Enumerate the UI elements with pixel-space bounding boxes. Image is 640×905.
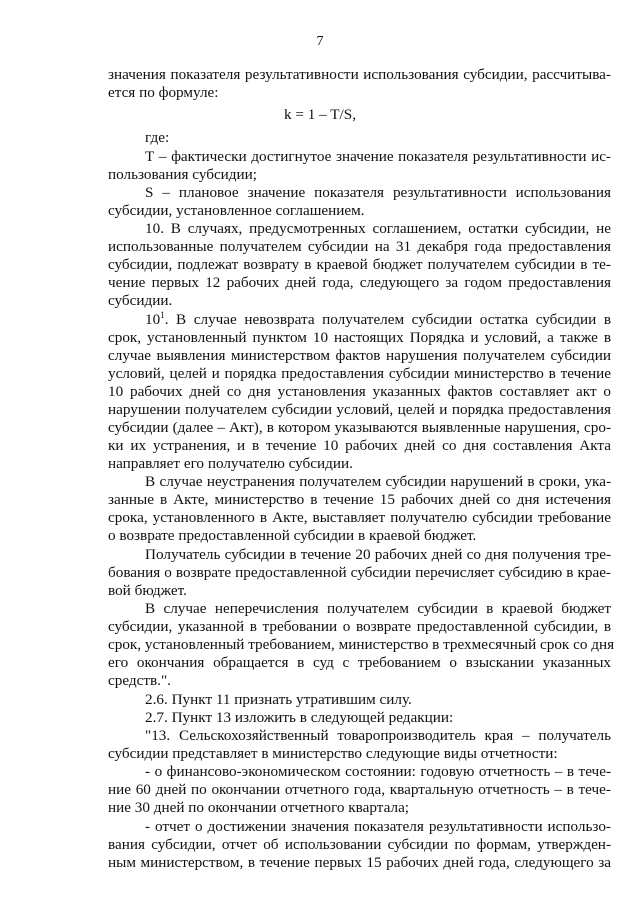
text-line: - о финансово-экономическом состоянии: годовую отчетность – в тече- xyxy=(145,763,611,780)
text-line: срок, установленный пунктом 10 настоящих Порядка и условий, а также в xyxy=(108,329,611,346)
text-line: нарушении получателем субсидии условий, целей и порядка предоставления xyxy=(108,401,611,418)
text-line: средств.". xyxy=(108,672,171,689)
text-line: 2.7. Пункт 13 изложить в следующей редакции: xyxy=(145,709,454,726)
text-line: 10 рабочих дней со дня установления указанных фактов составляет акт о xyxy=(108,383,611,400)
text-line: занные в Акте, министерство в течение 15 рабочих дней со дня истечения xyxy=(108,491,611,508)
text-line: ние 60 дней по окончании отчетного года, квартальную отчетность – в тече- xyxy=(108,781,611,798)
text-line: условий, целей и порядка предоставления субсидии министерство в течение xyxy=(108,365,611,382)
text-line: S – плановое значение показателя результативности использования xyxy=(145,184,611,201)
text-line: ние 30 дней по окончании отчетного квартала; xyxy=(108,799,410,816)
text-line: чение первых 12 рабочих дней года, следующего за годом предоставления xyxy=(108,274,611,291)
text-line: субсидии, установленное соглашением. xyxy=(108,202,365,219)
text-line: вой бюджет. xyxy=(108,582,187,599)
text-line: использованные получателем субсидии на 31 декабря года предоставления xyxy=(108,238,611,255)
text-line: пользования субсидии; xyxy=(108,166,258,183)
text-line: направляет его получателю субсидии. xyxy=(108,455,353,472)
text-line: вания субсидии, отчет об использовании субсидии по формам, утвержден- xyxy=(108,836,611,853)
text-line: срок, установленный требованием, министерство в трехмесячный срок со дня xyxy=(108,636,615,653)
text-line: где: xyxy=(145,129,170,146)
text-line: "13. Сельскохозяйственный товаропроизводитель края – получатель xyxy=(145,727,611,744)
text-line: ется по формуле: xyxy=(108,84,219,101)
formula: k = 1 – T/S, xyxy=(284,106,356,123)
text-line: - отчет о достижении значения показателя результативности использо- xyxy=(145,818,611,835)
page-number: 7 xyxy=(316,34,324,49)
text-line: субсидии представляет в министерство следующие виды отчетности: xyxy=(108,745,558,762)
text-line: бования о возврате предоставленной субсидии перечисляет субсидию в крае- xyxy=(108,564,611,581)
paragraph-10-1-first-line: $10^1$. В случае невозврата получателем субсидии остатка субсидии в xyxy=(145,309,611,328)
text-line: случае выявления министерством фактов нарушения получателем субсидии xyxy=(108,347,611,364)
text-line: 10. В случаях, предусмотренных соглашением, остатки субсидии, не xyxy=(145,220,611,237)
text-line: субсидии (далее – Акт), в котором указываются выявленные нарушения, сро- xyxy=(108,419,611,436)
text-line: В случае неперечисления получателем субсидии в краевой бюджет xyxy=(145,600,611,617)
text-line: значения показателя результативности использования субсидии, рассчитыва- xyxy=(108,66,611,83)
text-line: ным министерством, в течение первых 15 рабочих дней года, следующего за xyxy=(108,854,611,871)
paragraph-number: $10^1$ xyxy=(145,309,165,328)
text-line: Получатель субсидии в течение 20 рабочих дней со дня получения тре- xyxy=(145,546,611,563)
text-line: Т – фактически достигнутое значение показателя результативности ис- xyxy=(145,148,611,165)
text-line: 2.6. Пункт 11 признать утратившим силу. xyxy=(145,691,412,708)
text-line: субсидии, указанной в требовании о возврате предоставленной субсидии, в xyxy=(108,618,611,635)
text-line: субсидии, подлежат возврату в краевой бюджет получателем субсидии в те- xyxy=(108,256,611,273)
text-line: субсидии. xyxy=(108,292,173,309)
text-line: его окончания обращается в суд с требованием о взыскании указанных xyxy=(108,654,611,671)
text-line: ки их устранения, и в течение 10 рабочих дней со дня составления Акта xyxy=(108,437,611,454)
text-line: срока, установленного в Акте, выставляет получателю субсидии требование xyxy=(108,509,611,526)
text-line: В случае неустранения получателем субсидии нарушений в сроки, ука- xyxy=(145,473,611,490)
text-line: о возврате предоставленной субсидии в краевой бюджет. xyxy=(108,527,477,544)
